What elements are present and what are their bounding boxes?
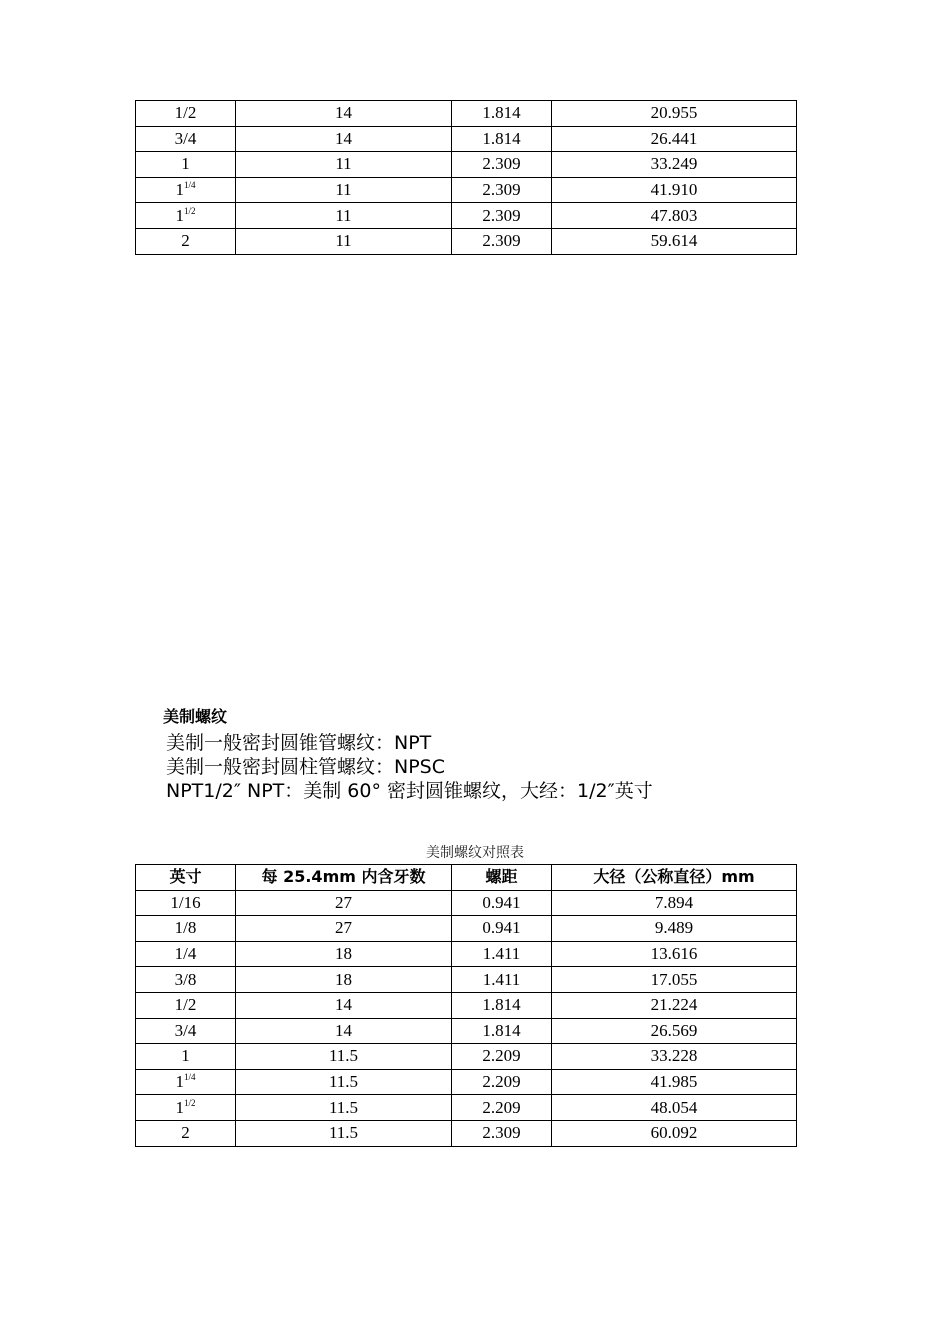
header-major-diameter: 大径（公称直径）mm [552,865,797,891]
thread-table-continued [135,100,797,255]
table-row [136,916,797,942]
size-cell [136,177,236,203]
table-row [136,992,797,1018]
size-fraction: 1/4 [183,1072,196,1083]
header-inch: 英寸 [136,865,236,891]
pitch-cell: 2.309 [452,152,552,178]
threads-cell: 11 [236,177,452,203]
diameter-cell: 21.224 [552,992,797,1018]
pitch-cell: 2.309 [452,1120,552,1146]
threads-cell: 11.5 [236,1044,452,1070]
threads-cell: 18 [236,941,452,967]
npt-description-line: 美制一般密封圆锥管螺纹：NPT [166,732,432,754]
pitch-cell: 2.209 [452,1044,552,1070]
size-cell [136,1069,236,1095]
size-value: 1 [181,1046,190,1066]
size-value: 1/2 [174,103,197,123]
pitch-cell: 2.309 [452,228,552,254]
pitch-cell: 1.814 [452,126,552,152]
diameter-cell: 41.910 [552,177,797,203]
table-row [136,1069,797,1095]
size-cell [136,1120,236,1146]
size-cell [136,1095,236,1121]
table-row [136,1018,797,1044]
threads-cell: 14 [236,126,452,152]
diameter-cell: 9.489 [552,916,797,942]
diameter-cell: 20.955 [552,101,797,127]
threads-cell: 11 [236,152,452,178]
size-cell [136,203,236,229]
size-cell [136,228,236,254]
threads-cell: 11.5 [236,1069,452,1095]
npsc-description-line: 美制一般密封圆柱管螺纹：NPSC [166,756,445,778]
table-row [136,177,797,203]
size-cell [136,126,236,152]
size-value: 1 [175,180,184,200]
table-row [136,1095,797,1121]
size-fraction: 1/4 [183,180,196,191]
diameter-cell: 17.055 [552,967,797,993]
pitch-cell: 1.814 [452,992,552,1018]
diameter-cell: 41.985 [552,1069,797,1095]
threads-cell: 27 [236,890,452,916]
diameter-cell: 7.894 [552,890,797,916]
table-row [136,101,797,127]
table-caption: 美制螺纹对照表 [426,845,524,861]
size-cell [136,152,236,178]
size-value: 1/4 [174,944,197,964]
size-value: 1 [175,205,184,225]
diameter-cell: 26.441 [552,126,797,152]
table-row [136,1044,797,1070]
diameter-cell: 47.803 [552,203,797,229]
table-row [136,1120,797,1146]
size-value: 1/16 [170,892,201,912]
size-cell [136,992,236,1018]
diameter-cell: 26.569 [552,1018,797,1044]
threads-cell: 11 [236,228,452,254]
size-value: 1 [175,1097,184,1117]
size-cell [136,1044,236,1070]
diameter-cell: 33.228 [552,1044,797,1070]
diameter-cell: 33.249 [552,152,797,178]
threads-cell: 11.5 [236,1095,452,1121]
pitch-cell: 1.411 [452,941,552,967]
threads-cell: 27 [236,916,452,942]
pitch-cell: 2.309 [452,177,552,203]
size-cell [136,1018,236,1044]
pitch-cell: 2.209 [452,1095,552,1121]
table-body [136,890,797,1146]
size-value: 1/2 [174,995,197,1015]
size-value: 2 [181,231,190,251]
table-row [136,967,797,993]
table-row [136,203,797,229]
diameter-cell: 48.054 [552,1095,797,1121]
size-fraction: 1/2 [183,205,196,216]
table-row [136,941,797,967]
pitch-cell: 2.209 [452,1069,552,1095]
header-pitch: 螺距 [452,865,552,891]
section-heading: 美制螺纹 [163,707,228,726]
npt-example-line: NPT1/2″ NPT：美制 60° 密封圆锥螺纹，大经：1/2″英寸 [166,780,653,802]
table-row [136,152,797,178]
size-value: 3/4 [174,1020,197,1040]
us-thread-comparison-table [135,864,797,1147]
size-value: 1 [175,1072,184,1092]
pitch-cell: 0.941 [452,916,552,942]
size-cell [136,101,236,127]
pitch-cell: 1.814 [452,101,552,127]
size-cell [136,916,236,942]
size-value: 1/8 [174,918,197,938]
diameter-cell: 60.092 [552,1120,797,1146]
table-row [136,228,797,254]
table-body [136,101,797,255]
diameter-cell: 13.616 [552,941,797,967]
size-value: 3/4 [174,128,197,148]
threads-cell: 11.5 [236,1120,452,1146]
pitch-cell: 0.941 [452,890,552,916]
table-header-row [136,865,797,891]
size-cell [136,890,236,916]
size-value: 1 [181,154,190,174]
threads-cell: 14 [236,992,452,1018]
size-cell [136,967,236,993]
threads-cell: 18 [236,967,452,993]
pitch-cell: 1.814 [452,1018,552,1044]
table-row [136,126,797,152]
threads-cell: 14 [236,1018,452,1044]
size-fraction: 1/2 [183,1097,196,1108]
threads-cell: 14 [236,101,452,127]
size-value: 2 [181,1123,190,1143]
header-threads-per-inch: 每 25.4mm 内含牙数 [236,865,452,891]
size-cell [136,941,236,967]
diameter-cell: 59.614 [552,228,797,254]
size-value: 3/8 [174,969,197,989]
threads-cell: 11 [236,203,452,229]
pitch-cell: 1.411 [452,967,552,993]
pitch-cell: 2.309 [452,203,552,229]
table-row [136,890,797,916]
